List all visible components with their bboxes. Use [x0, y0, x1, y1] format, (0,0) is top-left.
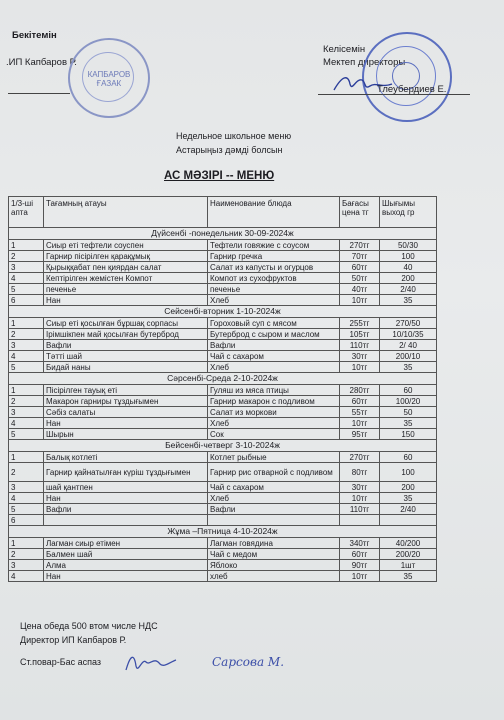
table-row [9, 571, 437, 582]
director-name: Тлеубердиев Е. [377, 84, 447, 95]
column-header: Наименование блюда [208, 197, 340, 228]
dish-name-ru: Хлеб [208, 493, 340, 504]
dish-price: 10тг [340, 571, 380, 582]
approve-org: .ИП Капбаров Р. [6, 57, 77, 68]
dish-price: 105тг [340, 329, 380, 340]
row-number: 2 [9, 329, 44, 340]
dish-name-ru: Бутерброд с сыром и маслом [208, 329, 340, 340]
dish-name-kz: Ірімшікпен май қосылған бутерброд [44, 329, 208, 340]
table-row [9, 452, 437, 463]
cook-signature [120, 648, 180, 676]
row-number: 4 [9, 493, 44, 504]
dish-name-kz: Сиыр еті қосылған бұршақ сорпасы [44, 318, 208, 329]
dish-name-ru: Чай с медом [208, 549, 340, 560]
row-number: 2 [9, 463, 44, 482]
dish-name-kz: Алма [44, 560, 208, 571]
dish-price: 270тг [340, 240, 380, 251]
row-number: 5 [9, 284, 44, 295]
dish-name-kz: Вафли [44, 340, 208, 351]
dish-name-ru: Хлеб [208, 418, 340, 429]
dish-name-kz: Пісірілген тауық еті [44, 385, 208, 396]
dish-name-kz: печенье [44, 284, 208, 295]
dish-output: 200 [380, 482, 437, 493]
table-row [9, 362, 437, 373]
table-row [9, 329, 437, 340]
dish-output: 100/20 [380, 396, 437, 407]
seal-text: КАПБАРОВ ҒАЗАК [87, 70, 131, 88]
dish-price [340, 515, 380, 526]
dish-price: 70тг [340, 251, 380, 262]
table-row [9, 538, 437, 549]
row-number: 3 [9, 407, 44, 418]
table-row [9, 318, 437, 329]
dish-name-kz: Нан [44, 418, 208, 429]
dish-output: 50/30 [380, 240, 437, 251]
dish-output: 270/50 [380, 318, 437, 329]
dish-price: 60тг [340, 396, 380, 407]
dish-name-kz: Қырыққабат пен қиярдан салат [44, 262, 208, 273]
dish-price: 110тг [340, 340, 380, 351]
day-title: Сейсенбі-вторник 1-10-2024ж [9, 306, 437, 318]
dish-name-ru: Котлет рыбные [208, 452, 340, 463]
dish-name-ru: Яблоко [208, 560, 340, 571]
table-header-row [9, 197, 437, 228]
dish-price: 50тг [340, 273, 380, 284]
row-number: 1 [9, 538, 44, 549]
cook-signature-name: Сарсова М. [212, 655, 285, 669]
dish-output: 200/10 [380, 351, 437, 362]
table-row [9, 273, 437, 284]
menu-table [8, 196, 437, 582]
dish-name-kz: Нан [44, 493, 208, 504]
table-row [9, 385, 437, 396]
dish-price: 95тг [340, 429, 380, 440]
row-number: 5 [9, 504, 44, 515]
dish-price: 80тг [340, 463, 380, 482]
dish-name-ru: Вафли [208, 340, 340, 351]
table-row [9, 240, 437, 251]
row-number: 1 [9, 452, 44, 463]
dish-name-kz: Бидай наны [44, 362, 208, 373]
menu-subtitle-ru: Недельное школьное меню [176, 131, 292, 141]
dish-output: 40/200 [380, 538, 437, 549]
dish-price: 55тг [340, 407, 380, 418]
page-title: АС МӘЗІРІ -- МЕНЮ [164, 170, 275, 182]
dish-output: 35 [380, 571, 437, 582]
dish-name-kz: Вафли [44, 504, 208, 515]
column-header: Бағасы цена тг [340, 197, 380, 228]
dish-output: 60 [380, 385, 437, 396]
day-title: Дүйсенбі -понедельник 30-09-2024ж [9, 228, 437, 240]
day-header-row [9, 373, 437, 385]
dish-price: 60тг [340, 262, 380, 273]
row-number: 2 [9, 549, 44, 560]
dish-name-kz: Макарон гарниры тұздығымен [44, 396, 208, 407]
dish-price: 30тг [340, 482, 380, 493]
dish-name-kz: Нан [44, 571, 208, 582]
dish-price: 280тг [340, 385, 380, 396]
dish-output [380, 515, 437, 526]
dish-name-ru [208, 515, 340, 526]
dish-output: 200 [380, 273, 437, 284]
dish-price: 10тг [340, 418, 380, 429]
day-header-row [9, 440, 437, 452]
row-number: 1 [9, 240, 44, 251]
dish-name-ru: Гуляш из мяса птицы [208, 385, 340, 396]
dish-name-kz: Тәтті шай [44, 351, 208, 362]
dish-price: 10тг [340, 493, 380, 504]
dish-name-ru: Гороховый суп с мясом [208, 318, 340, 329]
dish-name-ru: Хлеб [208, 362, 340, 373]
table-row [9, 295, 437, 306]
cook-label: Ст.повар-Бас аспаз [20, 657, 102, 667]
row-number: 6 [9, 515, 44, 526]
dish-name-ru: Салат из моркови [208, 407, 340, 418]
director-line: Директор ИП Капбаров Р. [20, 635, 127, 645]
dish-name-ru: Салат из капусты и огурцов [208, 262, 340, 273]
dish-price: 60тг [340, 549, 380, 560]
dish-output: 100 [380, 251, 437, 262]
dish-output: 150 [380, 429, 437, 440]
approve-label-right: Келісемін [323, 44, 366, 55]
dish-output: 100 [380, 463, 437, 482]
table-row [9, 340, 437, 351]
column-header: Шығымы выход гр [380, 197, 437, 228]
dish-name-kz: Лагман сиыр етімен [44, 538, 208, 549]
dish-output: 2/40 [380, 504, 437, 515]
dish-name-ru: Лагман говядина [208, 538, 340, 549]
dish-output: 35 [380, 295, 437, 306]
column-header: Тағамның атауы [44, 197, 208, 228]
dish-name-kz: Нан [44, 295, 208, 306]
row-number: 4 [9, 418, 44, 429]
dish-name-ru: Чай с сахаром [208, 482, 340, 493]
dish-name-kz: Балық котлеті [44, 452, 208, 463]
table-row [9, 560, 437, 571]
dish-output: 2/ 40 [380, 340, 437, 351]
row-number: 4 [9, 351, 44, 362]
dish-price: 270тг [340, 452, 380, 463]
dish-name-kz: Кептірілген жемістен Компот [44, 273, 208, 284]
dish-name-ru: Вафли [208, 504, 340, 515]
dish-output: 40 [380, 262, 437, 273]
row-number: 4 [9, 273, 44, 284]
dish-name-kz: Сәбіз салаты [44, 407, 208, 418]
price-note: Цена обеда 500 втом числе НДС [20, 621, 158, 631]
table-row [9, 396, 437, 407]
table-row [9, 463, 437, 482]
dish-name-ru: печенье [208, 284, 340, 295]
row-number: 5 [9, 429, 44, 440]
dish-name-ru: Гарнир рис отварной с подливом [208, 463, 340, 482]
dish-output: 60 [380, 452, 437, 463]
dish-price: 255тг [340, 318, 380, 329]
dish-name-ru: Сок [208, 429, 340, 440]
column-header: 1/3-ші апта [9, 197, 44, 228]
day-title: Жұма –Пятница 4-10-2024ж [9, 526, 437, 538]
row-number: 3 [9, 262, 44, 273]
dish-name-ru: Гарнир гречка [208, 251, 340, 262]
dish-name-kz: Гарнир қайнатылған күріш тұздығымен [44, 463, 208, 482]
row-number: 1 [9, 385, 44, 396]
dish-output: 35 [380, 362, 437, 373]
dish-name-kz: Гарнир пісірілген қарақұмық [44, 251, 208, 262]
row-number: 2 [9, 251, 44, 262]
dish-output: 200/20 [380, 549, 437, 560]
dish-output: 10/10/35 [380, 329, 437, 340]
dish-output: 35 [380, 493, 437, 504]
dish-name-kz: Балмен шай [44, 549, 208, 560]
signature-line-left [8, 93, 70, 94]
dish-output: 35 [380, 418, 437, 429]
day-header-row [9, 526, 437, 538]
dish-name-ru: Гарнир макарон с подливом [208, 396, 340, 407]
table-row [9, 262, 437, 273]
table-row [9, 549, 437, 560]
row-number: 3 [9, 482, 44, 493]
dish-price: 90тг [340, 560, 380, 571]
row-number: 5 [9, 362, 44, 373]
dish-price: 110тг [340, 504, 380, 515]
dish-output: 2/40 [380, 284, 437, 295]
dish-name-ru: Тефтели говяжие с соусом [208, 240, 340, 251]
row-number: 4 [9, 571, 44, 582]
row-number: 6 [9, 295, 44, 306]
dish-name-ru: Компот из сухофруктов [208, 273, 340, 284]
table-row [9, 482, 437, 493]
dish-price: 40тг [340, 284, 380, 295]
table-row [9, 418, 437, 429]
dish-output: 50 [380, 407, 437, 418]
day-title: Бейсенбі-четверг 3-10-2024ж [9, 440, 437, 452]
dish-price: 10тг [340, 362, 380, 373]
approve-label-left: Бекітемін [12, 30, 57, 41]
row-number: 2 [9, 396, 44, 407]
table-row [9, 429, 437, 440]
table-row [9, 251, 437, 262]
dish-price: 30тг [340, 351, 380, 362]
menu-wish-kz: Астарыңыз дәмді болсын [176, 145, 283, 155]
row-number: 3 [9, 560, 44, 571]
table-row [9, 504, 437, 515]
director-title: Мектеп директоры [323, 57, 406, 68]
row-number: 3 [9, 340, 44, 351]
dish-name-kz [44, 515, 208, 526]
day-title: Сәрсенбі-Среда 2-10-2024ж [9, 373, 437, 385]
dish-name-kz: Шырын [44, 429, 208, 440]
day-header-row [9, 228, 437, 240]
dish-output: 1шт [380, 560, 437, 571]
dish-name-ru: Чай с сахаром [208, 351, 340, 362]
dish-name-ru: хлеб [208, 571, 340, 582]
table-row [9, 493, 437, 504]
dish-price: 10тг [340, 295, 380, 306]
day-header-row [9, 306, 437, 318]
dish-price: 340тг [340, 538, 380, 549]
round-seal-left [68, 38, 150, 118]
table-row [9, 284, 437, 295]
table-row [9, 515, 437, 526]
dish-name-kz: шай қантпен [44, 482, 208, 493]
table-row [9, 351, 437, 362]
dish-name-ru: Хлеб [208, 295, 340, 306]
dish-name-kz: Сиыр еті тефтели соуспен [44, 240, 208, 251]
row-number: 1 [9, 318, 44, 329]
table-row [9, 407, 437, 418]
